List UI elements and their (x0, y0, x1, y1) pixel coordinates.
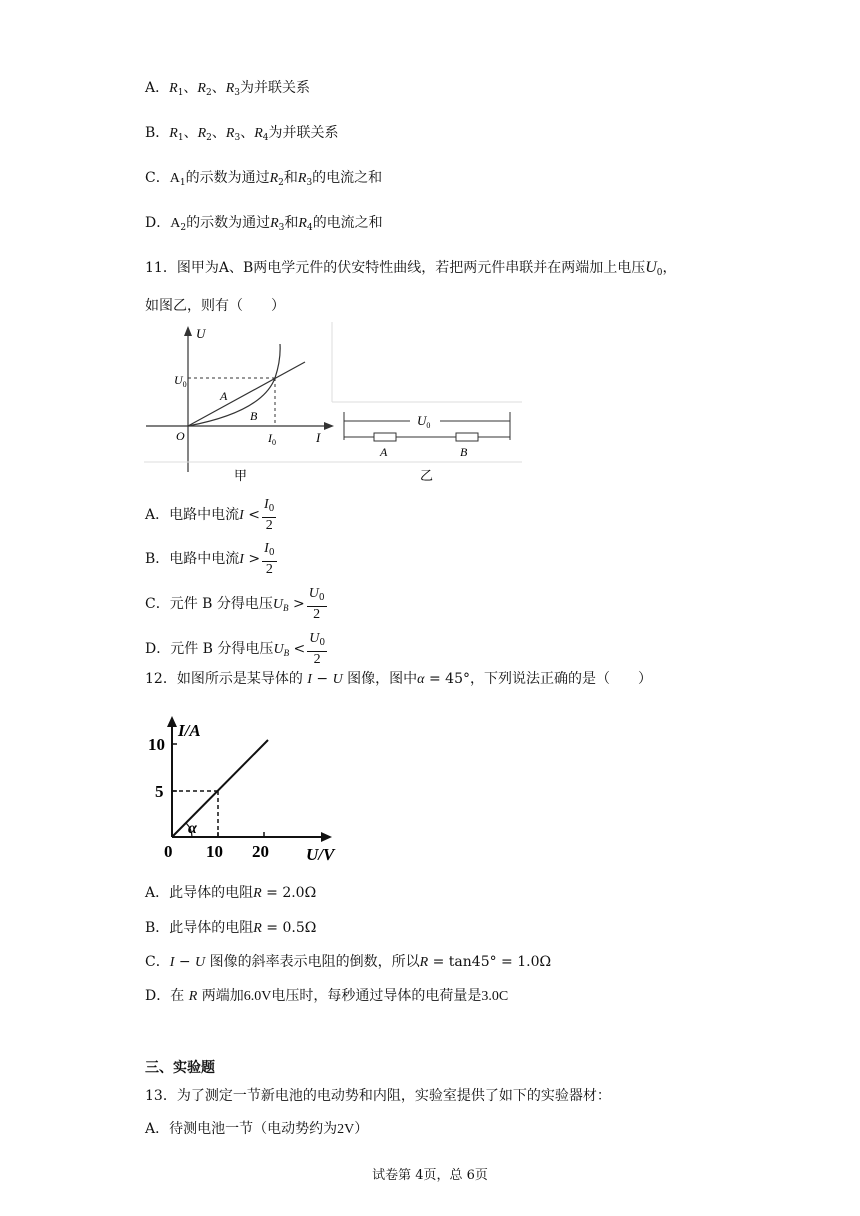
q10-option-a: A．$R_1$、$R_2$、$R_3$为并联关系 (145, 80, 311, 98)
section-heading: 三、实验题 (145, 1060, 215, 1076)
q11-stem: 11．图甲为A、B两电学元件的伏安特性曲线，若把两元件串联并在两端加上电压$U_0$， (145, 259, 677, 278)
jia-origin-label: O (176, 429, 185, 443)
yi-u0-label: $U_0$ (417, 413, 431, 430)
q12-x-tick-0: 0 (164, 842, 173, 861)
yi-caption: 乙 (420, 468, 434, 483)
q12-y-label: I/A (178, 721, 201, 740)
jia-curve-a-label: A (220, 389, 228, 403)
yi-res-b-label: B (460, 445, 468, 459)
q11-option-b: B．电路中电流I > $\frac{I_0}{2}$ (145, 541, 275, 577)
q12-x-tick-10: 10 (206, 842, 223, 861)
q12-option-a: A．此导体的电阻R = 2.0Ω (145, 885, 317, 901)
jia-u0-label: $U_0$ (174, 373, 187, 389)
page-footer: 试卷第 4页，总 6页 (372, 1168, 488, 1183)
jia-x-label: I (316, 430, 321, 445)
q10-option-d: D．$A_2$的示数为通过$R_3$和$R_4$的电流之和 (145, 215, 383, 233)
yi-res-a-label: A (380, 445, 388, 459)
jia-curve-b-label: B (250, 409, 258, 423)
q11-figure-yi (330, 322, 526, 487)
q12-y-tick-5: 5 (155, 782, 164, 801)
q11-option-c: C．元件 B 分得电压$U_B$ > $\frac{U_0}{2}$ (145, 586, 325, 622)
q11-option-a: A．电路中电流I < $\frac{I_0}{2}$ (145, 497, 275, 533)
jia-caption: 甲 (234, 468, 248, 483)
q13-stem: 13．为了测定一节新电池的电动势和内阻，实验室提供了如下的实验器材： (145, 1088, 611, 1104)
q10-option-b: B．$R_1$、$R_2$、$R_3$、$R_4$为并联关系 (145, 125, 339, 143)
q12-stem: 12．如图所示是某导体的 I − U 图像，图中α = 45°，下列说法正确的是（ ） (145, 671, 652, 687)
q12-option-b: B．此导体的电阻R = 0.5Ω (145, 920, 317, 936)
jia-i0-label: $I_0$ (268, 431, 276, 447)
q12-option-c: C．I − U 图像的斜率表示电阻的倒数，所以R = tan45° = 1.0Ω (145, 954, 552, 970)
q12-option-d: D．在 R 两端加6.0V电压时，每秒通过导体的电荷量是3.0C (145, 988, 509, 1004)
q11-option-d: D．元件 B 分得电压$U_B$ < $\frac{U_0}{2}$ (145, 631, 326, 667)
q12-x-label: U/V (306, 845, 335, 864)
q12-y-tick-10: 10 (148, 735, 165, 754)
q10-option-c: C．$A_1$的示数为通过$R_2$和$R_3$的电流之和 (145, 170, 383, 188)
q11-figure-jia (140, 322, 340, 487)
q11-stem-cont: 如图乙，则有（ ） (145, 298, 285, 314)
jia-y-label: U (196, 326, 206, 341)
q13-option-a: A．待测电池一节（电动势约为2V） (145, 1121, 369, 1137)
q12-graph (140, 712, 365, 872)
q12-angle-label: α (188, 820, 197, 837)
q12-x-tick-20: 20 (252, 842, 269, 861)
